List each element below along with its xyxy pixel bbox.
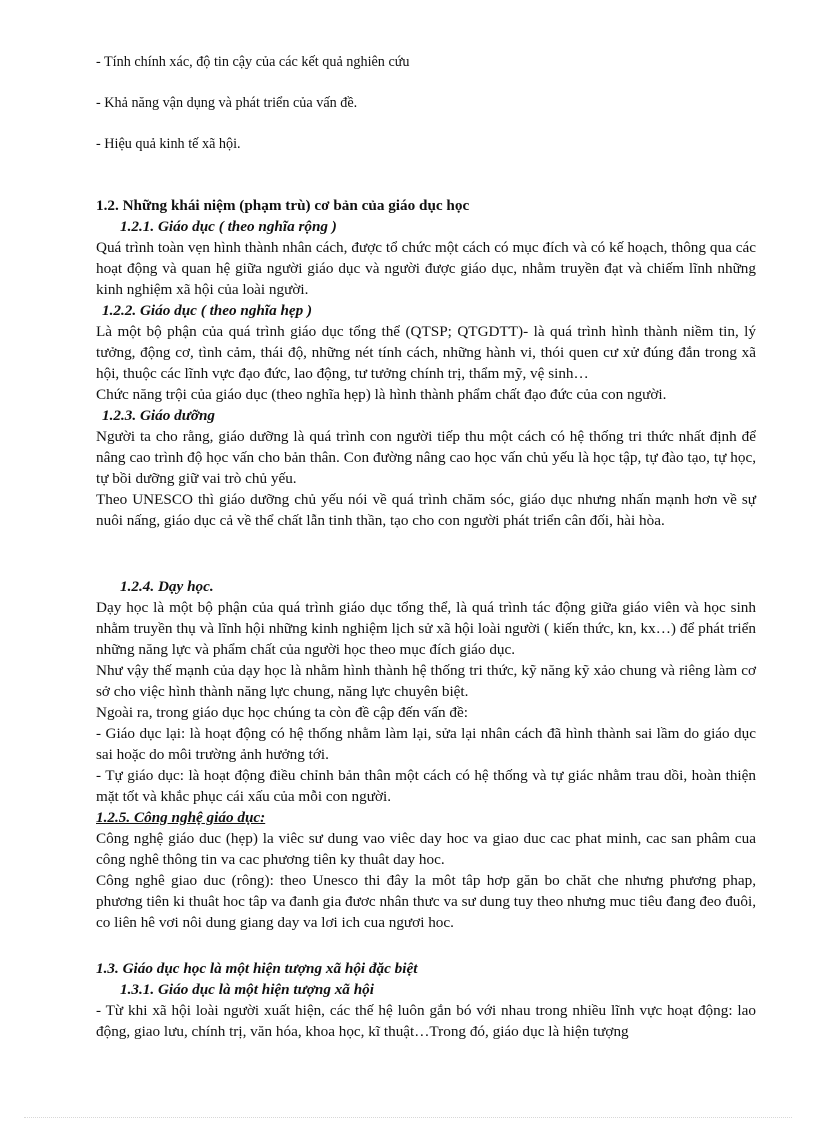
- subsection-heading-1-2-1: 1.2.1. Giáo dục ( theo nghĩa rộng ): [120, 218, 337, 235]
- paragraph: Quá trình toàn vẹn hình thành nhân cách, được tổ chức một cách có mục đích và có kế hoạch, thông qua các hoạt động và quan hệ giữa người giáo dục và người được giáo dục, nhằm truyền đạt và chiếm lĩnh những kinh nghiệm xã hội của loài người.: [96, 239, 756, 298]
- paragraph: - Giáo dục lại: là hoạt động có hệ thống nhằm làm lại, sửa lại nhân cách đã hình thành sai lầm do giáo dục sai hoặc do môi trường ảnh hưởng tới.: [96, 725, 756, 763]
- paragraph: Công nghệ giáo duc (hẹp) la viêc sư dung vao viêc day hoc va giao duc cac phat minh, cac san phâm cua công nghê thông tin va cac phương tiên ky thuât day hoc.: [96, 830, 756, 868]
- paragraph: Như vậy thế mạnh của dạy học là nhằm hình thành hệ thống tri thức, kỹ năng kỹ xảo chung và riêng làm cơ sở cho việc hình thành năng lực chung, năng lực chuyên biệt.: [96, 662, 756, 700]
- subsection-heading-1-3-1: 1.3.1. Giáo dục là một hiện tượng xã hội: [120, 981, 374, 998]
- subsection-heading-1-2-2: 1.2.2. Giáo dục ( theo nghĩa hẹp ): [102, 302, 313, 319]
- bullet-2: - Khả năng vận dụng và phát triển của vấn đề.: [96, 95, 358, 111]
- paragraph: Là một bộ phận của quá trình giáo dục tổng thể (QTSP; QTGDTT)- là quá trình hình thành niềm tin, lý tưởng, động cơ, tình cảm, thái độ, những nét tính cách, những hành vi, thói quen cư xử đúng đắn trong xã hội, thuộc các lĩnh vực đạo đức, lao động, tư tưởng chính trị, thẩm mỹ, vệ sinh…: [96, 323, 756, 382]
- subsection-heading-1-2-5: 1.2.5. Công nghệ giáo dục:: [96, 809, 266, 826]
- paragraph: - Từ khi xã hội loài người xuất hiện, các thế hệ luôn gắn bó với nhau trong nhiều lĩnh vực hoạt động: lao động, giao lưu, chính trị, văn hóa, khoa học, kĩ thuật…Trong đó, giáo dục là hiện tượng: [96, 1002, 756, 1040]
- paragraph: Theo UNESCO thì giáo dưỡng chủ yếu nói về quá trình chăm sóc, giáo dục nhưng nhấn mạnh hơn về sự nuôi nấng, giáo dục cả về thể chất lẫn tinh thần, tạo cho con người phát triển cân đối, hài hòa.: [96, 491, 756, 529]
- paragraph: Chức năng trội của giáo dục (theo nghĩa hẹp) là hình thành phẩm chất đạo đức của con người.: [96, 386, 667, 403]
- bullet-3: - Hiệu quả kinh tế xã hội.: [96, 136, 241, 152]
- paragraph: Người ta cho rằng, giáo dưỡng là quá trình con người tiếp thu một cách có hệ thống tri thức nhất định để nâng cao trình độ học vấn cho bản thân. Con đường nâng cao học vấn chủ yếu là học tập, tự đào tạo, tự học, tự bồi dưỡng giữ vai trò chủ yếu.: [96, 428, 756, 487]
- section-1-2: [96, 195, 756, 531]
- subsection-heading-1-2-3: 1.2.3. Giáo dưỡng: [102, 407, 216, 424]
- bullet-1: - Tính chính xác, độ tin cậy của các kết quả nghiên cứu: [96, 54, 410, 70]
- paragraph: Ngoài ra, trong giáo dục học chúng ta còn đề cập đến vấn đề:: [96, 704, 468, 721]
- section-heading-1-3: 1.3. Giáo dục học là một hiện tượng xã hội đặc biệt: [96, 960, 418, 977]
- section-1-2-4: [96, 576, 756, 933]
- paragraph: Công nghê giao duc (rông): theo Unesco thi đây la môt tâp hơp găn bo chăt che nhưng phương phap, phương tiên ki thuât hoc tâp va đanh gia đươc nhân thưc va sư dung tuy theo nhưng muc tiêu đang đeo đuôi, co liên hê vơi nôi dung giang day va lơi ich cua ngươi hoc.: [96, 872, 756, 931]
- section-1-3: [96, 958, 756, 1042]
- subsection-heading-1-2-4: 1.2.4. Dạy học.: [120, 578, 214, 595]
- paragraph: - Tự giáo dục: là hoạt động điều chỉnh bản thân một cách có hệ thống và tự giác nhằm trau dồi, hoàn thiện mặt tốt và khắc phục cái xấu của mỗi con người.: [96, 767, 756, 805]
- paragraph: Dạy học là một bộ phận của quá trình giáo dục tổng thể, là quá trình tác động giữa giáo viên và học sinh nhằm truyền thụ và lĩnh hội những kinh nghiệm lịch sử xã hội loài người ( kiến thức, kn, kx…) để phát triển những năng lực và phẩm chất của người học theo mục đích giáo dục.: [96, 599, 756, 658]
- section-heading-1-2: 1.2. Những khái niệm (phạm trù) cơ bản của giáo dục học: [96, 197, 470, 214]
- page-bottom-divider: [24, 1117, 792, 1118]
